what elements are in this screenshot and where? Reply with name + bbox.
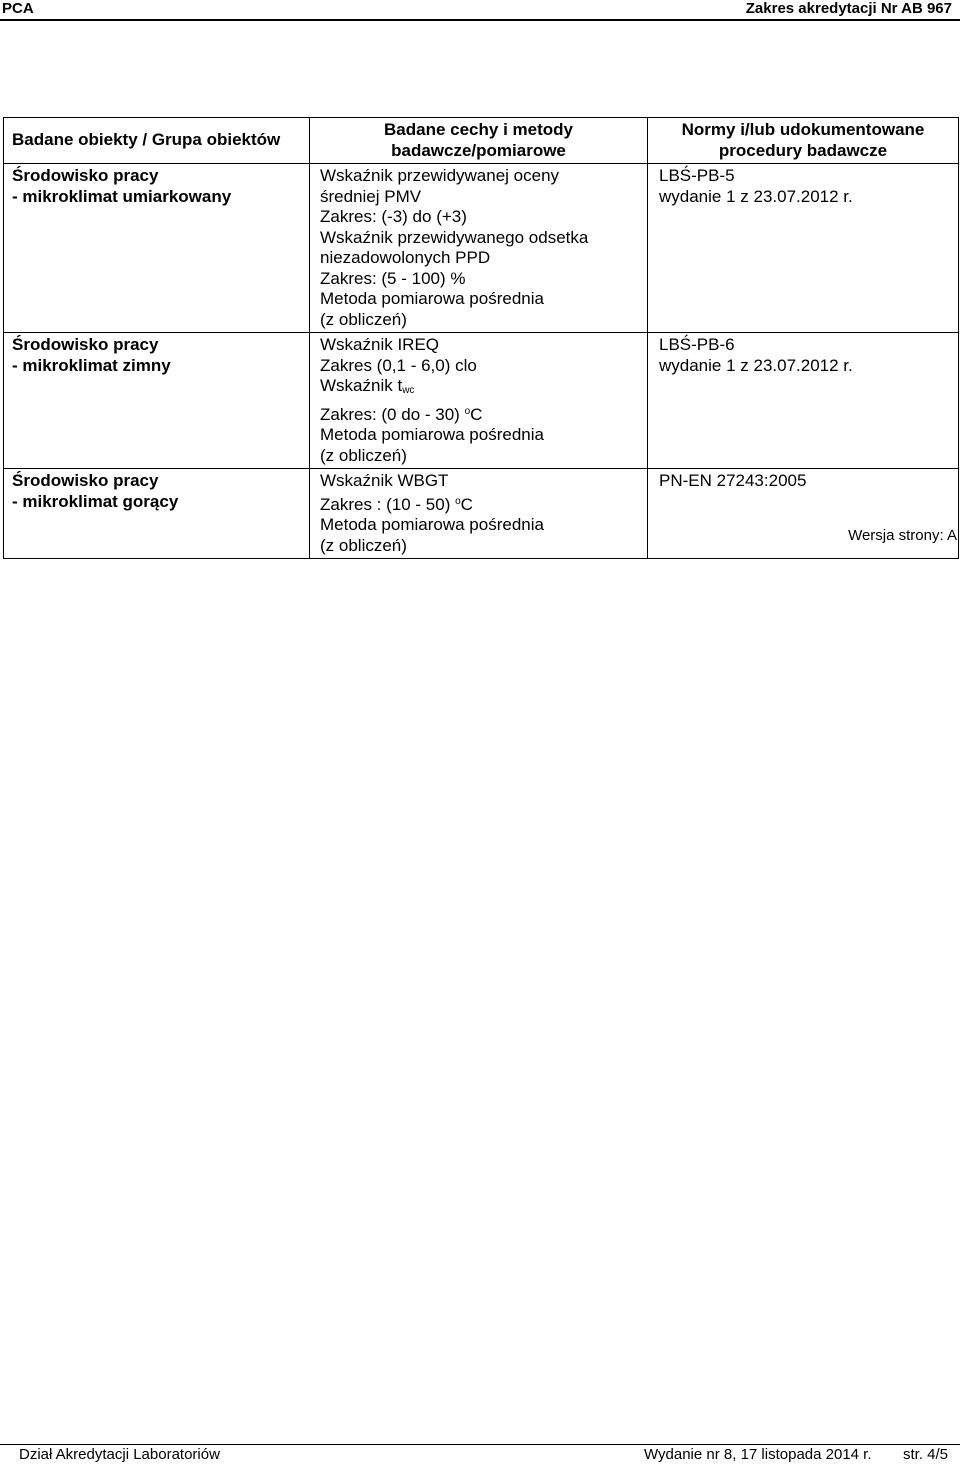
method-cell xyxy=(310,333,648,469)
page-header xyxy=(0,0,960,21)
object-line: - mikroklimat gorący xyxy=(12,491,179,511)
accreditation-scope-table xyxy=(3,117,959,559)
norm-cell xyxy=(648,469,959,559)
method-line: (z obliczeń) xyxy=(320,309,407,329)
method-line: niezadowolonych PPD xyxy=(320,248,491,267)
table-row xyxy=(4,469,959,559)
unit-text: C xyxy=(470,404,483,424)
column-header-objects: Badane obiekty / Grupa obiektów xyxy=(4,118,310,164)
method-line: Metoda pomiarowa pośrednia xyxy=(320,425,544,444)
object-line: - mikroklimat zimny xyxy=(12,355,171,375)
table-row xyxy=(4,164,959,333)
norm-line: wydanie 1 z 23.07.2012 r. xyxy=(659,186,853,206)
norm-line: LBŚ-PB-5 xyxy=(659,166,735,185)
twc-label: Wskaźnik t xyxy=(320,376,403,395)
object-line: - mikroklimat umiarkowany xyxy=(12,186,232,206)
footer-page-number: str. 4/5 xyxy=(903,1446,949,1463)
method-line-range xyxy=(320,492,639,516)
norm-cell xyxy=(648,164,959,333)
degree-sign: o xyxy=(464,405,471,417)
method-line-twc xyxy=(320,376,639,402)
method-cell xyxy=(310,164,648,333)
table-row xyxy=(4,333,959,469)
header-scope-title: Zakres akredytacji Nr AB 967 xyxy=(745,0,952,17)
method-line: Zakres (0,1 - 6,0) clo xyxy=(320,355,477,375)
range-text: Zakres: (0 do - 30) xyxy=(320,404,465,424)
page-version: Wersja strony: A xyxy=(848,527,957,544)
degree-sign: o xyxy=(455,495,461,507)
table-header-row xyxy=(4,118,959,164)
method-line-range xyxy=(320,402,639,426)
method-line: Zakres: (-3) do (+3) xyxy=(320,207,467,226)
method-line: średniej PMV xyxy=(320,186,422,206)
range-text: Zakres : (10 - 50) xyxy=(320,494,456,514)
object-line: Środowisko pracy xyxy=(12,335,159,354)
footer-department: Dział Akredytacji Laboratoriów xyxy=(19,1446,220,1463)
footer-edition: Wydanie nr 8, 17 listopada 2014 r. xyxy=(644,1446,872,1463)
method-line: Metoda pomiarowa pośrednia xyxy=(320,515,544,534)
unit-text: C xyxy=(460,494,473,514)
object-line: Środowisko pracy xyxy=(12,471,159,490)
norm-cell xyxy=(648,333,959,469)
twc-subscript: wc xyxy=(402,385,415,396)
header-org: PCA xyxy=(2,0,34,17)
method-line: Zakres: (5 - 100) % xyxy=(320,268,466,288)
method-line: (z obliczeń) xyxy=(320,535,407,555)
method-line: Wskaźnik przewidywanego odsetka xyxy=(320,227,589,247)
object-line: Środowisko pracy xyxy=(12,166,159,185)
norm-line: LBŚ-PB-6 xyxy=(659,335,735,354)
method-cell xyxy=(310,469,648,559)
method-line: Wskaźnik przewidywanej oceny xyxy=(320,166,560,185)
method-line: Wskaźnik IREQ xyxy=(320,335,440,354)
method-line: Wskaźnik WBGT xyxy=(320,471,449,490)
page-footer xyxy=(0,1444,960,1465)
object-cell xyxy=(4,164,310,333)
object-cell xyxy=(4,469,310,559)
norm-line: PN-EN 27243:2005 xyxy=(659,471,807,490)
method-line: (z obliczeń) xyxy=(320,445,407,465)
norm-line: wydanie 1 z 23.07.2012 r. xyxy=(659,355,853,375)
object-cell xyxy=(4,333,310,469)
column-header-methods: Badane cechy i metody badawcze/pomiarowe xyxy=(310,118,648,164)
column-header-norms: Normy i/lub udokumentowane procedury badawcze xyxy=(648,118,959,164)
method-line: Metoda pomiarowa pośrednia xyxy=(320,289,544,308)
